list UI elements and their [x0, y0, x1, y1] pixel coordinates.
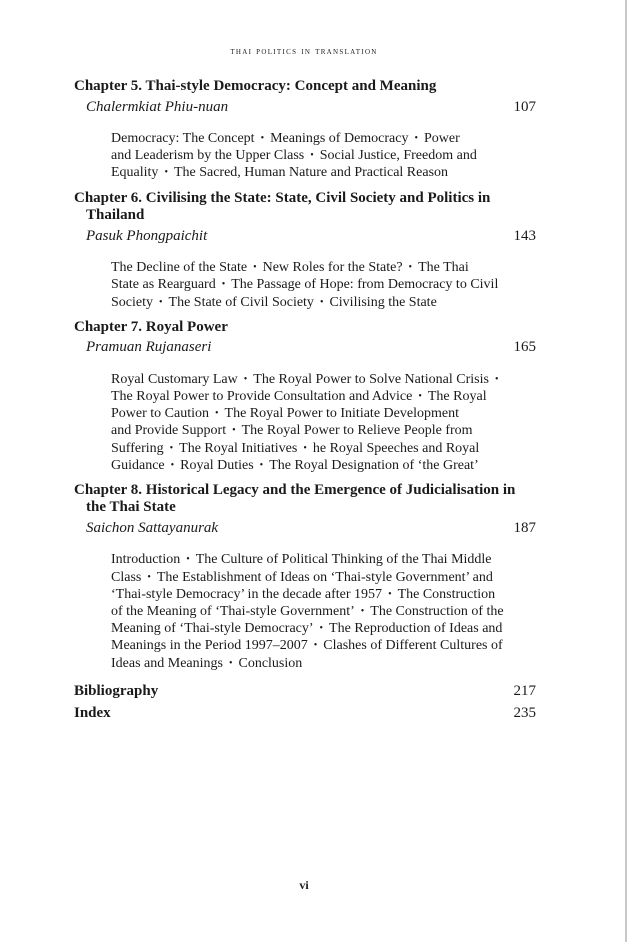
bullet-separator: •: [243, 373, 248, 385]
section-title: The Thai: [418, 260, 469, 276]
bullet-separator: •: [414, 133, 419, 144]
section-line: [111, 294, 536, 311]
section-title: Society: [111, 294, 153, 310]
chapter-page-number: 107: [513, 98, 536, 115]
section-title: ‘Thai-style Democracy’ in the decade after 1957: [111, 586, 383, 602]
section-line: [111, 551, 536, 568]
section-title: Meanings in the Period 1997–2007: [111, 638, 308, 654]
section-title: Introduction: [111, 552, 181, 568]
chapter-author: Pasuk Phongpaichit: [86, 227, 208, 244]
bullet-separator: •: [232, 425, 236, 437]
back-matter-page-number: 235: [513, 704, 536, 721]
bullet-separator: •: [319, 296, 324, 308]
section-title: Royal Duties: [180, 457, 254, 473]
section-list: [111, 130, 536, 182]
section-title: The Sacred, Human Nature and Practical Reason: [173, 165, 449, 181]
chapter-title: [74, 482, 536, 517]
back-matter-label: Bibliography: [74, 682, 159, 699]
section-line: [111, 603, 536, 620]
section-line: [111, 586, 536, 603]
bullet-separator: •: [221, 279, 226, 291]
bullet-separator: •: [159, 296, 163, 308]
chapter-entry[interactable]: [74, 190, 536, 311]
back-matter-page-number: 217: [513, 682, 536, 699]
back-matter-label: Index: [74, 704, 111, 721]
bullet-separator: •: [253, 262, 257, 274]
bullet-separator: •: [259, 459, 264, 471]
bullet-separator: •: [313, 640, 318, 652]
chapter-title-line: Chapter 5. Thai-style Democracy: Concept and Meaning: [74, 78, 437, 94]
section-title: Civilising the State: [329, 294, 437, 310]
section-title: Democracy: The Concept: [111, 131, 255, 146]
section-title: The Royal Power to Provide Consultation and Advice: [111, 388, 413, 404]
chapter-title: [74, 319, 536, 337]
section-title: The Reproduction of Ideas and: [329, 621, 503, 637]
running-head: thai politics in translation: [230, 46, 378, 57]
section-line: [111, 620, 536, 637]
table-of-contents: [74, 78, 536, 724]
section-line: [111, 440, 536, 457]
section-list: [111, 371, 536, 474]
section-title: Ideas and Meanings: [111, 655, 223, 671]
bullet-separator: •: [303, 442, 307, 454]
back-matter-entry[interactable]: [74, 680, 536, 702]
section-title: The Royal Designation of ‘the Great’: [269, 457, 479, 473]
section-list: [111, 551, 536, 671]
chapter-title-line: the Thai State: [86, 499, 176, 516]
chapter-title-line: Chapter 8. Historical Legacy and the Emergence of Judicialisation in: [74, 481, 516, 498]
chapter-title-line: Thailand: [86, 207, 145, 224]
chapter-page-number: 187: [513, 519, 536, 536]
section-line: [111, 130, 536, 147]
section-title: The Culture of Political Thinking of the Thai Middle: [195, 552, 492, 568]
chapter-title: [74, 78, 536, 96]
section-title: The Royal Power to Initiate Development: [224, 406, 459, 422]
chapter-entry[interactable]: [74, 78, 536, 182]
author-row: [74, 339, 536, 357]
bullet-separator: •: [360, 606, 365, 618]
section-title: Social Justice, Freedom and: [319, 148, 477, 164]
section-line: [111, 164, 536, 181]
section-title: Conclusion: [238, 655, 303, 671]
section-title: The Passage of Hope: from Democracy to Civil: [231, 277, 499, 293]
section-title: and Leaderism by the Upper Class: [111, 148, 305, 164]
section-line: [111, 569, 536, 586]
section-line: [111, 405, 536, 422]
section-title: Power to Caution: [111, 406, 209, 422]
bullet-separator: •: [494, 373, 499, 385]
bullet-separator: •: [169, 442, 174, 454]
section-title: The Establishment of Ideas on ‘Thai-style Government’ and: [156, 569, 493, 585]
chapter-title-line: Chapter 6. Civilising the State: State, Civil Society and Politics in: [74, 189, 491, 206]
section-title: of the Meaning of ‘Thai-style Government’: [111, 604, 355, 620]
section-line: [111, 388, 536, 405]
chapter-title: [74, 190, 536, 225]
section-title: Class: [111, 569, 142, 585]
section-list: [111, 259, 536, 311]
author-row: [74, 520, 536, 538]
section-title: The Royal Initiatives: [179, 440, 298, 456]
bullet-separator: •: [170, 459, 175, 471]
section-title: Equality: [111, 165, 159, 181]
bullet-separator: •: [164, 167, 168, 179]
chapter-author: Saichon Sattayanurak: [86, 519, 219, 536]
bullet-separator: •: [310, 150, 314, 162]
section-title: The State of Civil Society: [168, 294, 314, 310]
section-line: [111, 655, 536, 672]
bullet-separator: •: [147, 571, 151, 583]
bullet-separator: •: [388, 588, 392, 600]
section-title: New Roles for the State?: [262, 260, 403, 276]
section-title: Meaning of ‘Thai-style Democracy’: [111, 621, 314, 637]
section-title: and Provide Support: [111, 423, 227, 439]
section-title: The Royal Power to Relieve People from: [241, 423, 473, 439]
section-title: The Royal Power to Solve National Crisis: [253, 371, 489, 387]
chapter-author: Pramuan Rujanaseri: [86, 339, 212, 356]
section-line: [111, 457, 536, 474]
section-line: [111, 422, 536, 439]
section-line: [111, 276, 536, 293]
section-line: [111, 637, 536, 654]
section-title: The Construction of the: [370, 604, 504, 620]
chapter-author: Chalermkiat Phiu-nuan: [86, 98, 229, 115]
section-title: Meanings of Democracy: [270, 131, 409, 146]
page-folio: vi: [299, 878, 309, 892]
section-title: Guidance: [111, 457, 165, 473]
section-title: The Decline of the State: [111, 260, 248, 276]
section-title: State as Rearguard: [111, 277, 216, 293]
bullet-separator: •: [260, 133, 265, 144]
bullet-separator: •: [228, 657, 233, 669]
chapter-page-number: 165: [513, 339, 536, 356]
section-title: Royal Customary Law: [111, 371, 238, 387]
section-title: Clashes of Different Cultures of: [323, 638, 503, 654]
bullet-separator: •: [215, 408, 219, 420]
section-title: The Royal: [427, 388, 487, 404]
bullet-separator: •: [418, 390, 422, 402]
section-line: [111, 259, 536, 276]
section-title: Power: [424, 131, 460, 146]
bullet-separator: •: [408, 262, 413, 274]
author-row: [74, 99, 536, 117]
chapter-entry[interactable]: [74, 482, 536, 672]
chapter-entry[interactable]: [74, 319, 536, 474]
back-matter-entry[interactable]: [74, 702, 536, 724]
author-row: [74, 228, 536, 246]
chapter-title-line: Chapter 7. Royal Power: [74, 318, 228, 335]
chapter-page-number: 143: [513, 227, 536, 244]
section-line: [111, 371, 536, 388]
bullet-separator: •: [319, 623, 324, 635]
bullet-separator: •: [186, 554, 190, 566]
section-title: Suffering: [111, 440, 164, 456]
section-title: he Royal Speeches and Royal: [312, 440, 480, 456]
section-title: The Construction: [397, 586, 496, 602]
section-line: [111, 147, 536, 164]
